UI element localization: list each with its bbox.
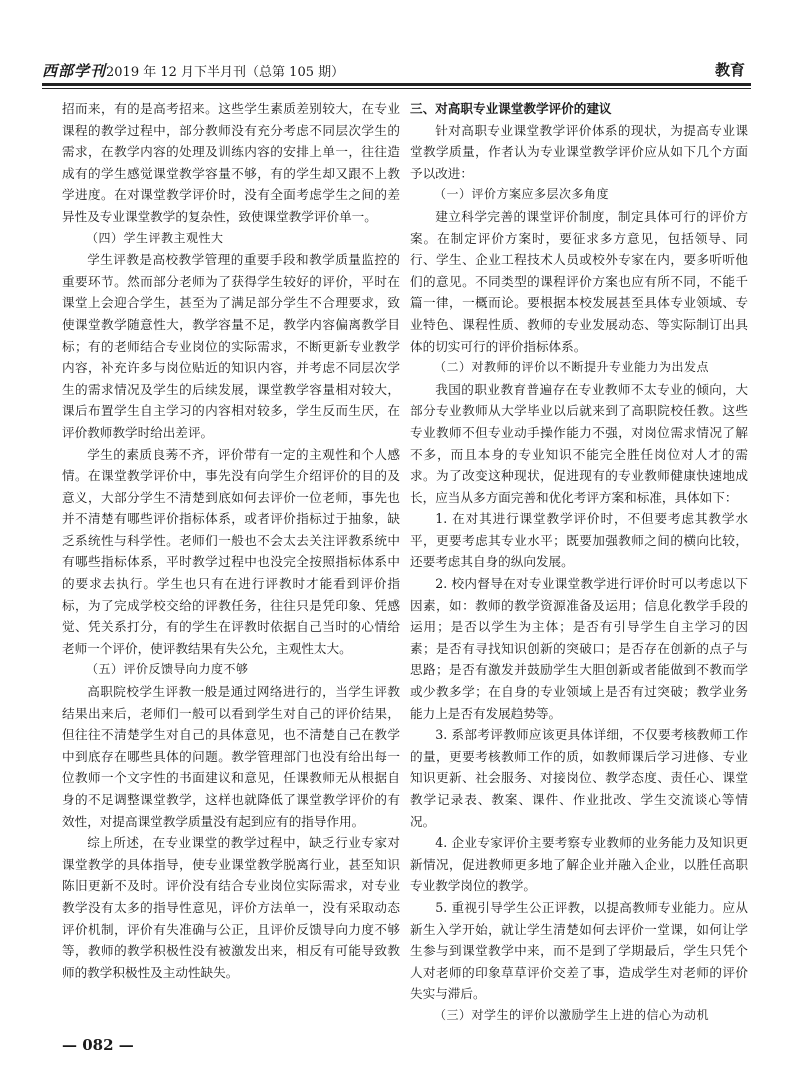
- paragraph: 5. 重视引导学生公正评教，以提高教师专业能力。应从新生入学开始，就让学生清楚如何去评价一堂课，如何让学生参与到课堂教学中来，而不是到了学期最后，学生只凭个人对老师的印象草草评价交差了事，造成学生对老师的评价失实与滞后。: [410, 899, 748, 1002]
- subsection-heading: （四）学生评教主观性大: [86, 230, 224, 245]
- subsection-heading: （三）对学生的评价以激励学生上进的信心为动机: [434, 1007, 710, 1022]
- paragraph: 2. 校内督导在对专业课堂教学进行评价时可以考虑以下因素，如：教师的教学资源准备及运用；信息化教学手段的运用；是否以学生为主体；是否有引导学生自主学习的因素；是否有寻找知识创新的突破口；是否存在创新的点子与思路；是否有激发并鼓励学生大胆创新或者能做到不教而学或少教多学；在自身的专业领域上是否有过突破；教学业务能力上是否有发展趋势等。: [410, 576, 748, 721]
- section-label: 教育: [714, 61, 745, 79]
- left-column: [62, 98, 400, 1028]
- section-heading: 三、对高职专业课堂教学评价的建议: [410, 101, 612, 116]
- subsection-heading: （一）评价方案应多层次多角度: [434, 187, 610, 202]
- paragraph-continued: 招而来，有的是高考招来。这些学生素质差别较大，在专业课程的教学过程中，部分教师没有充分考虑不同层次学生的需求，在教学内容的处理及训练内容的安排上单一，往往造成有的学生感觉课堂教学容量不够，有的学生却又跟不上教学进度。在对课堂教学评价时，没有全面考虑学生之间的差异性及专业课堂教学的复杂性，致使课堂教学评价单一。: [62, 101, 400, 224]
- right-column: [410, 98, 748, 1028]
- paragraph: 建立科学完善的课堂评价制度，制定具体可行的评价方案。在制定评价方案时，要征求多方意见，包括领导、同行、学生、企业工程技术人员或校外专家在内，要多听听他们的意见。不同类型的课程评价方案也应有所不同，不能千篇一律，一概而论。要根据本校发展甚至具体专业领域、专业特色、课程性质、教师的专业发展动态、等实际制订出具体的切实可行的评价指标体系。: [410, 208, 748, 354]
- journal-logo: 西部学刊: [42, 62, 107, 80]
- page-number: — 082 —: [62, 1036, 134, 1054]
- running-header: [42, 58, 751, 82]
- paragraph: 高职院校学生评教一般是通过网络进行的，当学生评教结果出来后，老师们一般可以看到学生对自己的评价结果，但往往不清楚学生对自己的具体意见，也不清楚自己在教学中到底存在哪些具体的问题。教学管理部门也没有给出每一位教师一个文字性的书面建议和意见，任课教师无从根据自身的不足调整课堂教学，这样也就降低了课堂教学评价的有效性，对提高课堂教学质量没有起到应有的指导作用。: [62, 684, 400, 829]
- header-rule-thin: [42, 88, 751, 89]
- paragraph: 1. 在对其进行课堂教学评价时，不但要考虑其教学水平，更要考虑其专业水平；既要加强教师之间的横向比较，还要考虑其自身的纵向发展。: [410, 511, 748, 570]
- paragraph: 4. 企业专家评价主要考察专业教师的业务能力及知识更新情况，促进教师更多地了解企业并融入企业，以胜任高职专业教学岗位的教学。: [410, 835, 748, 894]
- paragraph: 学生评教是高校教学管理的重要手段和教学质量监控的重要环节。然而部分老师为了获得学生较好的评价，平时在课堂上会迎合学生，甚至为了满足部分学生不合理要求，致使课堂教学随意性大，教学容量不足，教学内容偏离教学目标；有的老师结合专业岗位的实际需求，不断更新专业教学内容，补充许多与岗位贴近的知识内容，并考虑不同层次学生的需求情况及学生的后续发展，课堂教学容量相对较大，课后布置学生自主学习的内容相对较多，学生反而生厌，在评价教师教学时给出差评。: [62, 252, 400, 440]
- header-rule-thick: [42, 83, 751, 86]
- header-left: [42, 60, 344, 81]
- subsection-heading: （二）对教师的评价以不断提升专业能力为出发点: [434, 360, 710, 375]
- paragraph: 学生的素质良莠不齐，评价带有一定的主观性和个人感情。在课堂教学评价中，事先没有向学生介绍评价的目的及意义，大部分学生不清楚到底如何去评价一位老师，事先也并不清楚有哪些评价指标体系，或者评价指标过于抽象，缺乏系统性与科学性。老师们一般也不会太去关注评教系统中有哪些指标体系，平时教学过程中也没完全按照指标体系中的要求去执行。学生也只有在进行评教时才能看到评价指标，为了完成学校交给的评教任务，往往只是凭印象、凭感觉、凭关系打分，有的学生在评教时依据自己当时的心情给老师一个评价，使评教结果有失公允，主观性太大。: [62, 446, 400, 656]
- subsection-heading: （五）评价反馈导向力度不够: [86, 662, 249, 677]
- paragraph: 针对高职专业课堂教学评价体系的现状，为提高专业课堂教学质量，作者认为专业课堂教学评价应从如下几个方面予以改进：: [410, 122, 748, 181]
- paragraph: 综上所述，在专业课堂的教学过程中，缺乏行业专家对课堂教学的具体指导，使专业课堂教学脱离行业，甚至知识陈旧更新不及时。评价没有结合专业岗位实际需求，对专业教学没有太多的指导性意见，评价方法单一，没有采取动态评价机制，评价有失准确与公正，且评价反馈导向力度不够等，教师的教学积极性没有被激发出来，相反有可能导致教师的教学积极性及主动性缺失。: [62, 835, 400, 980]
- paragraph: 我国的职业教育普遍存在专业教师不太专业的倾向，大部分专业教师从大学毕业以后就来到了高职院校任教。这些专业教师不但专业动手操作能力不强，对岗位需求情况了解不多，而且本身的专业知识不能完全胜任岗位对人才的需求。为了改变这种现状，促进现有的专业教师健康快速地成长，应当从多方面完善和优化考评方案和标准，具体如下：: [410, 381, 748, 505]
- paragraph: 3. 系部考评教师应该更具体详细，不仅要考核教师工作的量，更要考核教师工作的质，如教师课后学习进修、专业知识更新、社会服务、对接岗位、教学态度、责任心、课堂教学记录表、教案、课件、作业批改、学生交流谈心等情况。: [410, 727, 748, 829]
- issue-info: 2019 年 12 月下半月刊（总第 105 期）: [106, 65, 345, 80]
